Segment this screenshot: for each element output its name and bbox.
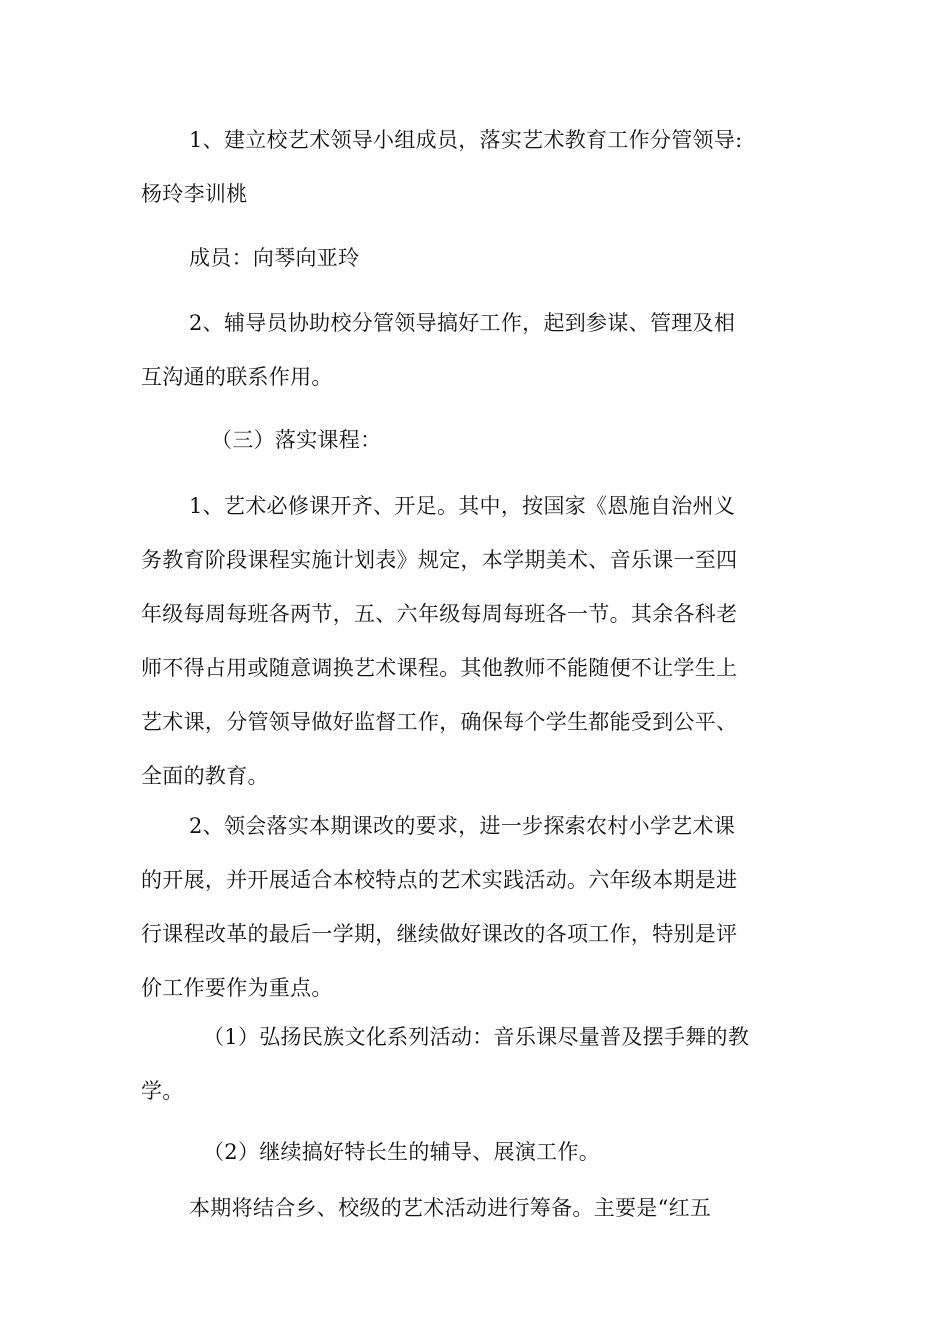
paragraph-curriculum-reform [141, 799, 813, 1015]
paragraph-ethnic-culture [141, 1010, 813, 1118]
text-line: 杨玲李训桃 [141, 182, 248, 206]
paragraph-leadership-group [141, 113, 813, 221]
text-line: 1、建立校艺术领导小组成员，落实艺术教育工作分管领导: [189, 128, 743, 152]
paragraph-counselor-role [141, 296, 813, 404]
text-line: 师不得占用或随意调换艺术课程。其他教师不能随便不让学生上 [141, 656, 738, 680]
text-line: 成员：向琴向亚玲 [189, 246, 360, 270]
paragraph-activities [141, 1181, 813, 1235]
text-line: （1）弘扬民族文化系列活动：音乐课尽量普及摆手舞的教 [203, 1025, 750, 1049]
section-heading-courses [141, 413, 813, 467]
text-line: 的开展，并开展适合本校特点的艺术实践活动。六年级本期是进 [141, 868, 738, 892]
text-line: 务教育阶段课程实施计划表》规定，本学期美术、音乐课一至四 [141, 548, 738, 572]
text-line: （2）继续搞好特长生的辅导、展演工作。 [203, 1140, 601, 1164]
text-line: 学。 [141, 1079, 184, 1103]
text-line: 1、艺术必修课开齐、开足。其中，按国家《恩施自治州义 [189, 494, 736, 518]
text-line: 全面的教育。 [141, 764, 269, 788]
text-line: 行课程改革的最后一学期，继续做好课改的各项工作，特别是评 [141, 922, 738, 946]
paragraph-required-courses [141, 479, 813, 803]
text-line: 2、辅导员协助校分管领导搞好工作，起到参谋、管理及相 [189, 311, 736, 335]
text-line: 艺术课，分管领导做好监督工作，确保每个学生都能受到公平、 [141, 710, 738, 734]
paragraph-members [141, 231, 813, 285]
text-line: （三）落实课程： [211, 428, 382, 452]
text-line: 价工作要作为重点。 [141, 976, 333, 1000]
text-line: 2、领会落实本期课改的要求，进一步探索农村小学艺术课 [189, 814, 736, 838]
text-line: 本期将结合乡、校级的艺术活动进行筹备。主要是“红五 [189, 1196, 712, 1220]
text-line: 互沟通的联系作用。 [141, 365, 333, 389]
paragraph-talent-students [141, 1125, 813, 1179]
text-line: 年级每周每班各两节，五、六年级每周每班各一节。其余各科老 [141, 602, 738, 626]
